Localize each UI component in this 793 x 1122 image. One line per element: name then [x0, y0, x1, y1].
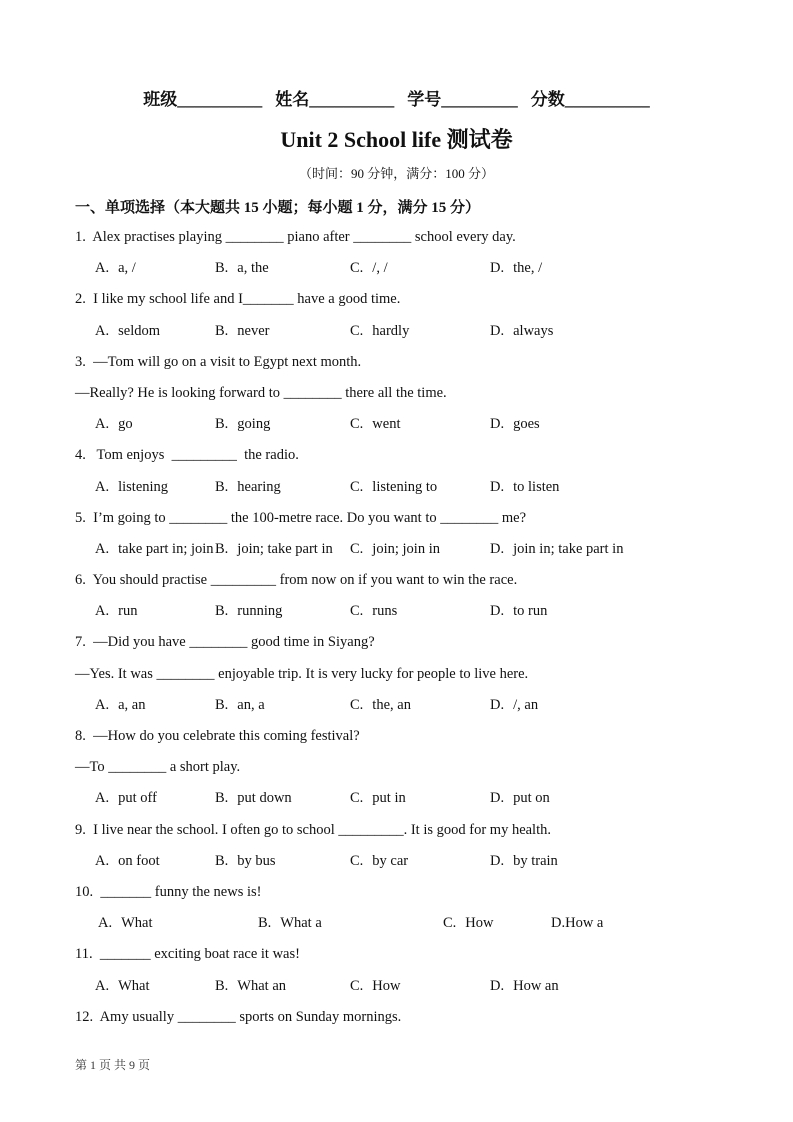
question-8-stem: 8. —How do you celebrate this coming festival?	[75, 728, 360, 744]
question-8-options	[75, 783, 768, 814]
q9-option-a: A. on foot	[95, 852, 160, 869]
student-info-class-label: 班级	[143, 90, 178, 109]
question-7-stem-2: —Yes. It was ________ enjoyable trip. It is very lucky for people to live here.	[75, 665, 529, 682]
question-7-options	[75, 690, 768, 721]
q11-option-b: B. What an	[215, 977, 287, 994]
questions-area	[75, 222, 768, 1033]
question-6-options	[75, 596, 768, 627]
q10-option-c: C. How	[443, 915, 494, 932]
student-info-class-blank: __________	[177, 90, 263, 109]
q8-option-b: B. put down	[215, 790, 292, 807]
q1-option-d: D. the, /	[490, 260, 543, 277]
q11-option-d: D. How an	[490, 977, 559, 994]
student-info-row	[0, 85, 793, 110]
q2-option-a: A. seldom	[95, 322, 160, 339]
question-5-options	[75, 534, 768, 565]
question-1-stem: 1. Alex practises playing ________ piano after ________ school every day.	[75, 229, 516, 245]
q9-option-c: C. by car	[350, 852, 409, 869]
q6-option-a: A. run	[95, 603, 138, 620]
student-info-score-blank: __________	[564, 90, 650, 109]
q9-option-d: D. by train	[490, 852, 558, 869]
question-4-stem: 4. Tom enjoys _________ the radio.	[75, 447, 299, 464]
page-number-footer: 第 1 页 共 9 页	[75, 1058, 151, 1072]
q7-option-b: B. an, a	[215, 696, 265, 713]
q5-option-d: D. join in; take part in	[490, 540, 624, 557]
question-3-stem-2: —Really? He is looking forward to ________ there all the time.	[75, 384, 447, 401]
q4-option-b: B. hearing	[215, 478, 281, 495]
q11-option-a: A. What	[95, 977, 150, 994]
student-info-number-label: 学号	[407, 90, 442, 109]
question-10-options	[75, 908, 768, 939]
question-9-stem: 9. I live near the school. I often go to school _________. It is good for my health.	[75, 821, 551, 838]
question-2-options	[75, 316, 768, 347]
student-info-number	[407, 85, 518, 110]
question-3-options	[75, 409, 768, 440]
student-info-class	[143, 85, 262, 110]
question-1-options	[75, 253, 768, 284]
q2-option-c: C. hardly	[350, 322, 410, 339]
student-info-name-blank: __________	[309, 90, 395, 109]
question-3-stem: 3. —Tom will go on a visit to Egypt next month.	[75, 353, 362, 370]
q6-option-b: B. running	[215, 603, 283, 620]
question-8-stem-2: —To ________ a short play.	[75, 759, 241, 776]
q9-option-b: B. by bus	[215, 852, 276, 869]
q4-option-d: D. to listen	[490, 478, 560, 495]
q6-option-c: C. runs	[350, 603, 398, 620]
q8-option-d: D. put on	[490, 790, 550, 807]
question-11-options	[75, 971, 768, 1002]
student-info-number-blank: _________	[441, 90, 518, 109]
question-2-stem: 2. I like my school life and I_______ have a good time.	[75, 291, 401, 308]
q11-option-c: C. How	[350, 977, 401, 994]
q7-option-d: D. /, an	[490, 696, 539, 713]
q5-option-b: B. join; take part in	[215, 540, 333, 557]
q5-option-a: A. take part in; join	[95, 540, 214, 557]
q1-option-b: B. a, the	[215, 260, 269, 277]
student-info-name-label: 姓名	[275, 90, 310, 109]
q2-option-b: B. never	[215, 322, 270, 339]
student-info-score	[531, 85, 650, 110]
q10-option-a: A. What	[98, 915, 153, 932]
q7-option-a: A. a, an	[95, 696, 146, 713]
q3-option-a: A. go	[95, 416, 133, 433]
q6-option-d: D. to run	[490, 603, 548, 620]
question-12-stem: 12. Amy usually ________ sports on Sunday mornings.	[75, 1008, 402, 1025]
q4-option-a: A. listening	[95, 478, 169, 495]
section-heading: 一、单项选择（本大题共 15 小题；每小题 1 分，满分 15 分）	[75, 200, 481, 216]
q1-option-c: C. /, /	[350, 260, 388, 277]
question-11-stem: 11. _______ exciting boat race it was!	[75, 946, 300, 963]
q3-option-d: D. goes	[490, 416, 540, 433]
q5-option-c: C. join; join in	[350, 540, 440, 557]
question-10-stem: 10. _______ funny the news is!	[75, 883, 262, 900]
page-title: Unit 2 School life 测试卷	[280, 127, 513, 152]
question-5-stem: 5. I’m going to ________ the 100-metre race. Do you want to ________ me?	[75, 509, 527, 526]
q1-option-a: A. a, /	[95, 260, 136, 277]
question-7-stem: 7. —Did you have ________ good time in Siyang?	[75, 634, 375, 651]
q8-option-a: A. put off	[95, 790, 157, 807]
question-6-stem: 6. You should practise _________ from now on if you want to win the race.	[75, 572, 518, 589]
q4-option-c: C. listening to	[350, 478, 438, 495]
student-info-score-label: 分数	[530, 90, 565, 109]
q3-option-b: B. going	[215, 416, 271, 433]
question-9-options	[75, 846, 768, 877]
q2-option-d: D. always	[490, 322, 554, 339]
exam-time-score-note: （时间：90 分钟，满分：100 分）	[298, 166, 494, 181]
q7-option-c: C. the, an	[350, 696, 411, 713]
question-4-options	[75, 472, 768, 503]
q3-option-c: C. went	[350, 416, 401, 433]
student-info-name	[275, 85, 394, 110]
q10-option-b: B. What a	[258, 915, 322, 932]
q8-option-c: C. put in	[350, 790, 406, 807]
q10-option-d: D.How a	[551, 915, 604, 932]
